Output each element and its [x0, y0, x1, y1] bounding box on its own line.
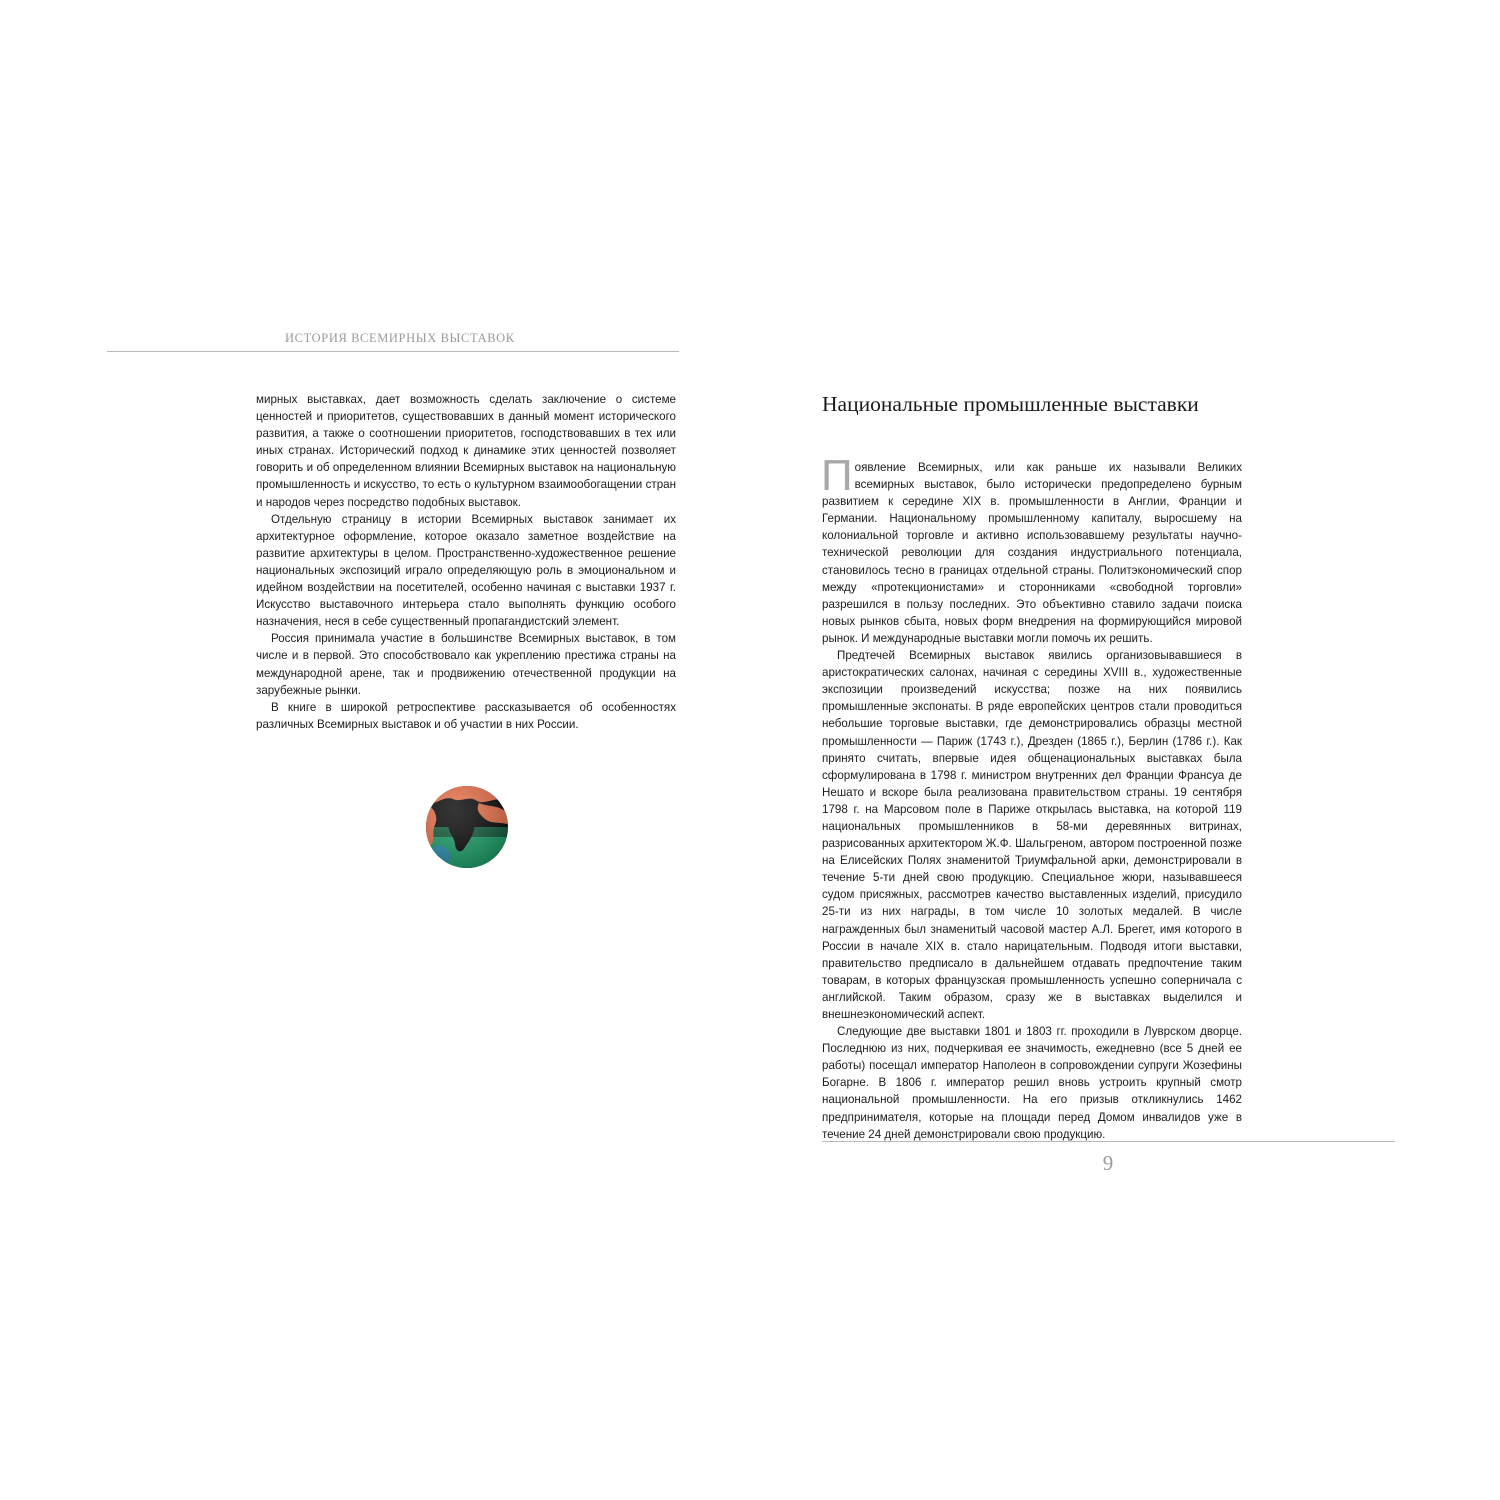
right-paragraph-2: Предтечей Всемирных выставок явились организовывавшиеся в аристократических салонах, начиная с середины XVIII в., художественные экспозиции произведений искусства; позже на них появились промышленные экспонаты. В ряде европейских центров стали проводиться небольшие торговые выставки, где демонстрировались образцы местной промышленности — Париж (1743 г.), Дрезден (1865 г.), Берлин (1786 г.). Как принято считать, впервые идея общенациональных выставках была сформулирована в 1798 г. министром внутренних дел Франции Франсуа де Нешато и вскоре была реализована правительством страны. 19 сентября 1798 г. на Марсовом поле в Париже открылась выставка, на которой 119 национальных промышленников в 58-ми деревянных витринах, разрисованных архитектором Ж.Ф. Шальгреном, автором построенной позже на Елисейских Полях знаменитой Триумфальной арки, демонстрировали в течение 5-ти дней свою продукцию. Специальное жюри, называвшееся судом присяжных, рассмотрев качество выставленных изделий, присудило 25-ти из них награды, в том числе 10 золотых медалей. В числе награжденных был знаменитый часовой мастер А.Л. Брегет, имя которого в России в начале XIX в. стало нарицательным. Подводя итоги выставки, правительство предписало в дальнейшем отдавать предпочтение таким товарам, в которых французская промышленность успешно соперничала с английской. Таким образом, сразу же в выставках выделился и внешнеэкономический аспект. [822, 649, 1242, 1021]
section-heading: Национальные промышленные выставки [822, 392, 1199, 416]
running-title: ИСТОРИЯ ВСЕМИРНЫХ ВЫСТАВОК [285, 331, 515, 345]
left-paragraph-2: Отдельную страницу в истории Всемирных выставок занимает их архитектурное оформление, которое оказало заметное воздействие на развитие архитектуры в целом. Пространственно-художественное решение национальных экспозиций играло определяющую роль в эмоциональном и идейном воздействии на посетителей, особенно начиная с выставки 1937 г. Искусство выставочного интерьера стало выполнять функцию особого назначения, неся в себе существенный пропагандистский элемент. [256, 512, 676, 629]
globe-icon [425, 785, 509, 869]
right-page-body [821, 451, 1242, 1143]
lead-paragraph [821, 451, 1242, 647]
left-paragraph-4: В книге в широкой ретроспективе рассказывается об особенностях различных Всемирных выставок и об участии в них России. [256, 700, 676, 731]
right-paragraph-3: Следующие две выставки 1801 и 1803 гг. проходили в Луврском дворце. Последнюю из них, подчеркивая ее значимость, ежедневно (все 5 дней ее работы) посещал император Наполеон в сопровождении супруги Жозефины Богарне. В 1806 г. император решил вновь устроить крупный смотр национальной промышленности. На его призыв откликнулись 1462 предпринимателя, которые на площади перед Домом инвалидов уже в течение 24 дней демонстрировали свою продукцию. [822, 1025, 1242, 1141]
header-rule [107, 351, 679, 352]
left-page-body [256, 391, 676, 733]
left-paragraph-1: мирных выставках, дает возможность сделать заключение о системе ценностей и приоритетов, существовавших в данный момент исторического развития, а также о соотношении приоритетов, господствовавших в тех или иных странах. Исторический подход к динамике этих ценностей позволяет говорить и об определенном влиянии Всемирных выставок на национальную промышленность и искусство, то есть о культурном взаимообогащении стран и народов через посредство подобных выставок. [256, 393, 676, 509]
page-number: 9 [1102, 1151, 1114, 1175]
left-paragraph-3: Россия принимала участие в большинстве Всемирных выставок, в том числе и в первой. Это способствовало как укреплению престижа страны на международной арене, так и продвижению отечественной продукции на зарубежные рынки. [256, 632, 676, 697]
lead-paragraph-text: оявление Всемирных, или как раньше их называли Великих всемирных выставок, было исторически предопределено бурным развитием к середине XIX в. промышленности в Англии, Франции и Германии. Национальному промышленному капиталу, выросшему на колониальной торговле и активно использовавшему результаты научно-технической революции для создания индустриального потенциала, становилось тесно в границах отдельной страны. Политэкономический спор между «протекционистами» и сторонниками «свободной торговли» разрешился в пользу последних. Это объективно ставило задачи поиска новых рынков сбыта, новых форм внедрения на формирующийся мировой рынок. И международные выставки могли помочь их решить. [822, 461, 1242, 645]
drop-cap: П [821, 451, 853, 500]
footer-rule [822, 1141, 1395, 1142]
